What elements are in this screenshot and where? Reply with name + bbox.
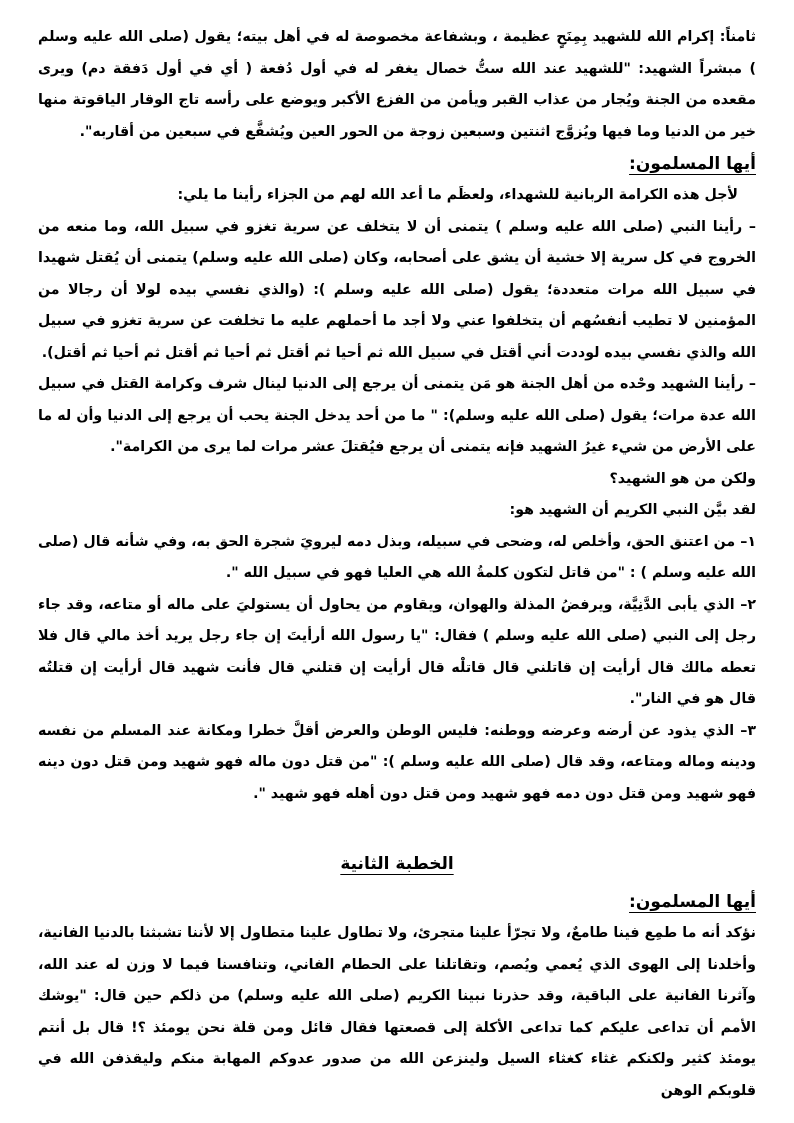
paragraph-intro-observations: لأجل هذه الكرامة الربانية للشهداء، ولعظَم ما أعد الله لهم من الجزاء رأينا ما يلي:	[177, 187, 738, 203]
section-heading-muslims: أيها المسلمون:	[629, 154, 756, 174]
second-sermon-title: الخطبة الثانية	[340, 854, 454, 874]
spacer	[38, 810, 756, 848]
paragraph-who-is-martyr: ولكن من هو الشهيد؟	[609, 470, 756, 487]
paragraph-second-sermon: نؤكد أنه ما طمِع فينا طامعٌ، ولا تجرّأ علينا متجرئ، ولا تطاول علينا متطاول إلا لأننا تشبثنا بالدنيا الفانية، وأخلدنا إلى الهوى الذي يُعمي ويُصم، وتقاتلنا على الحطام الفاني، وتنافسنا فيما لا وزن له عند الله، وآثرنا الفانية على الباقية، وقد حذرنا نبينا الكريم (صلى الله عليه وسلم) من ذلكم حين قال: "يوشك الأمم أن تداعى عليكم كما تداعى الأكلة إلى قصعتها فقال قائل ومن قلة نحن يومئذ ؟! قال بل أنتم يومئذ كثير ولكنكم غثاء كغثاء السيل ولينزعن الله من صدور عدوكم المهابة منكم وليقذفن الله في قلوبكم الوهن	[38, 925, 756, 1099]
paragraph-prophet-wish: – رأينا النبي (صلى الله عليه وسلم ) يتمنى أن لا يتخلف عن سرية تغزو في سبيل الله، وما منعه من الخروج في كل سرية إلا خشية أن يشق على أصحابه، وكان (صلى الله عليه وسلم) يتمنى أن يُقتل شهيدا في سبيل الله مرات متعددة؛ يقول (صلى الله عليه وسلم ): (والذي نفسي بيده لولا أن رجالا من المؤمنين لا تطيب أنفسُهم أن يتخلفوا عني ولا أجد ما أحملهم عليه ما تخلفت عن سرية تغزو في سبيل الله والذي نفسي بيده لوددت أني أقتل في سبيل الله ثم أحيا ثم أقتل ثم أحيا ثم أقتل ثم أحيا ثم أقتل).	[38, 218, 756, 361]
list-item-2: ٢– الذي يأبى الدَّنِيَّة، ويرفضُ المذلة والهوان، ويقاوم من يحاول أن يستوليَ على ماله أو متاعه، وقد جاء رجل إلى النبي (صلى الله عليه وسلم ) فقال: "يا رسول الله أرأيتَ إن جاء رجل يريد أخذ مالي قال فلا تعطه مالك قال أرأيت إن قاتلني قال قاتلْه قال أرأيت إن قتلني قال فأنت شهيد قال أرأيت إن قتلتُه قال هو في النار".	[38, 596, 756, 707]
list-item-1: ١– من اعتنق الحق، وأخلص له، وضحى في سبيله، وبذل دمه ليرويَ شجرة الحق به، وفي شأنه قال (صلى الله عليه وسلم ) : "من قاتل لتكون كلمةُ الله هي العليا فهو في سبيل الله ".	[38, 533, 756, 581]
paragraph-prophet-explained: لقد بيَّن النبي الكريم أن الشهيد هو:	[509, 502, 756, 518]
paragraph-eighth-honor: ثامناً: إكرام الله للشهيد بِمِنَحٍ عظيمة ، وبشفاعة مخصوصة له في أهل بيته؛ يقول (صلى الله عليه وسلم ) مبشراً الشهيد: "للشهيد عند الله ستُّ خصال يغفر له في أول دُفعة ( أي في أول دَفقة دم) ويرى مقعده من الجنة ويُجار من عذاب القبر ويأمن من الفزع الأكبر ويوضع على رأسه تاج الوقار الياقوتة منها خير من الدنيا وما فيها ويُزوَّج اثنتين وسبعين زوجة من الحور العين ويُشفَّع في سبعين من أقاربه".	[38, 29, 756, 140]
section-heading-muslims-2: أيها المسلمون:	[629, 892, 756, 912]
list-item-3: ٣– الذي يذود عن أرضه وعرضه ووطنه: فليس الوطن والعرض أقلَّ خطرا ومكانة عند المسلم من نفسه ودينه وماله ومتاعه، وقد قال (صلى الله عليه وسلم ): "من قتل دون ماله فهو شهيد ومن قتل دون دينه فهو شهيد ومن قتل دون دمه فهو شهيد ومن قتل دون أهله فهو شهيد ".	[38, 722, 756, 802]
paragraph-martyr-return: – رأينا الشهيد وحْده من أهل الجنة هو مَن يتمنى أن يرجع إلى الدنيا لينال شرف وكرامة القتل في سبيل الله عدة مرات؛ يقول (صلى الله عليه وسلم): " ما من أحد يدخل الجنة يحب أن يرجع إلى الدنيا وأن له ما على الأرض من شيء غيرُ الشهيد فإنه يتمنى أن يرجع فيُقتلَ عشر مرات لما يرى من الكرامة".	[38, 376, 756, 455]
